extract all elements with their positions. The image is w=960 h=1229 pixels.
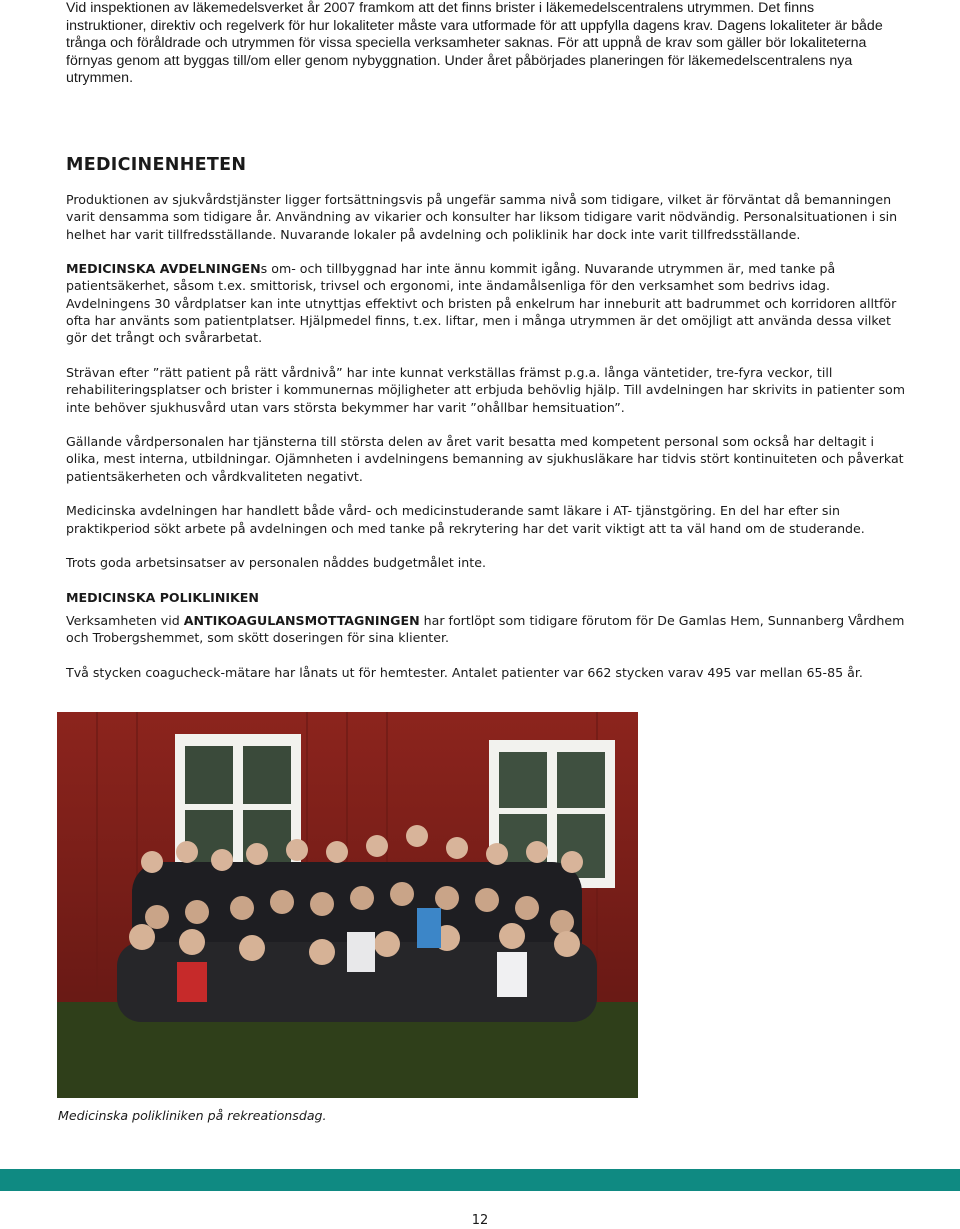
page-number: 12 bbox=[471, 1213, 489, 1228]
intro-text bbox=[66, 0, 896, 88]
paragraph-ward bbox=[66, 260, 906, 346]
paragraph-students: Medicinska avdelningen har handlett både vård- och medicinstuderande samt läkare i AT- tjänstgöring. En del har efter sin praktikperiod sökt arbete på avdelningen och med tanke på rekrytering har det varit viktigt att ta väl hand om de studerande. bbox=[66, 503, 865, 536]
ward-text: s om- och tillbyggnad har inte ännu kommit igång. Nuvarande utrymmen är, med tanke på patientsäkerhet, såsom t.ex. smittorisk, trivsel och ergonomi, inte ändamålsenliga för den verksamhet som bedrivs idag. Avdelningens 30 vårdplatser kan inte utnyttjas effektivt och bristen på enkelrum har inneburit att badrummet och korridoren alltför ofta har använts som patientplatser. Hjälpmedel finns, t.ex. liftar, men i många utrymmen är det omöjligt att använda dessa vilket gör det trångt och svårarbetat. bbox=[66, 261, 897, 346]
paragraph-production: Produktionen av sjukvårdstjänster ligger fortsättningsvis på ungefär samma nivå som tidigare, vilket är förväntat då bemanningen varit densamma som tidigare år. Användning av vikarier och konsulter har liksom tidigare varit nödvändig. Personalsituationen i sin helhet har varit tillfredsställande. Nuvarande lokaler på avdelning och poliklinik har dock inte varit tillfredsställande. bbox=[66, 192, 898, 242]
section-body bbox=[66, 191, 906, 699]
footer-bar bbox=[0, 1169, 960, 1191]
intro-line-1: Vid inspektionen av läkemedelsverket år 2007 framkom att det finns brister i läkemedelscentralens utrymmen. Det finns instruktioner, direktiv och regelverk för hur lokaliteter måste vara utformade för att uppfylla dagens krav. Dagens lokaliteter är både trånga och föråldrade och utrymmen för vissa speciella verksamheter saknas. bbox=[66, 0, 883, 52]
group-photo-illustration bbox=[57, 712, 638, 1098]
paragraph-anticoag bbox=[66, 612, 906, 647]
paragraph-staff: Gällande vårdpersonalen har tjänsterna till största delen av året varit besatta med kompetent personal som också har deltagit i olika, mest interna, utbildningar. Ojämnheten i avdelningens bemanning av sjukhusläkare har tidvis stört kontinuiteten och påverkat patientsäkerheten och vårdkvaliteten negativt. bbox=[66, 434, 904, 484]
intro-paragraph bbox=[66, 0, 896, 88]
paragraph-coagucheck: Två stycken coagucheck-mätare har lånats ut för hemtester. Antalet patienter var 662 stycken varav 495 var mellan 65-85 år. bbox=[66, 665, 863, 681]
paragraph-budget: Trots goda arbetsinsatser av personalen nåddes budgetmålet inte. bbox=[66, 555, 486, 571]
anticoag-text-b: har fortlöpt som tidigare förutom för De Gamlas Hem, Sunnanberg Vårdhem och Trobergshemmet, som skött doseringen för sina klienter. bbox=[66, 613, 905, 646]
window-left bbox=[175, 734, 301, 884]
photo-caption: Medicinska polikliniken på rekreationsdag. bbox=[58, 1108, 327, 1123]
anticoag-title: ANTIKOAGULANSMOTTAGNINGEN bbox=[183, 613, 420, 629]
group-photo bbox=[57, 712, 638, 1098]
subheading-clinic: MEDICINSKA POLIKLINIKEN bbox=[66, 589, 259, 605]
ward-title: MEDICINSKA AVDELNINGEN bbox=[66, 261, 261, 277]
section-heading: MEDICINENHETEN bbox=[66, 155, 247, 175]
paragraph-care-level: Strävan efter ”rätt patient på rätt vårdnivå” har inte kunnat verkställas främst p.g.a. långa väntetider, tre-fyra veckor, till rehabiliteringsplatser och brister i kommunernas möjligheter att erbjuda behövlig hjälp. Till avdelningen har skrivits in patienter som inte behöver sjukhusvård utan vars största bekymmer har varit ”ohållbar hemsituation”. bbox=[66, 364, 905, 415]
anticoag-text-a: Verksamheten vid bbox=[66, 613, 184, 629]
intro-line-2: För att uppnå de krav som gäller bör lokaliteterna förnyas genom att byggas till/om eller genom nybyggnation. Under året påbörjades planeringen för läkemedelscentralens nya utrymmen. bbox=[66, 35, 867, 87]
